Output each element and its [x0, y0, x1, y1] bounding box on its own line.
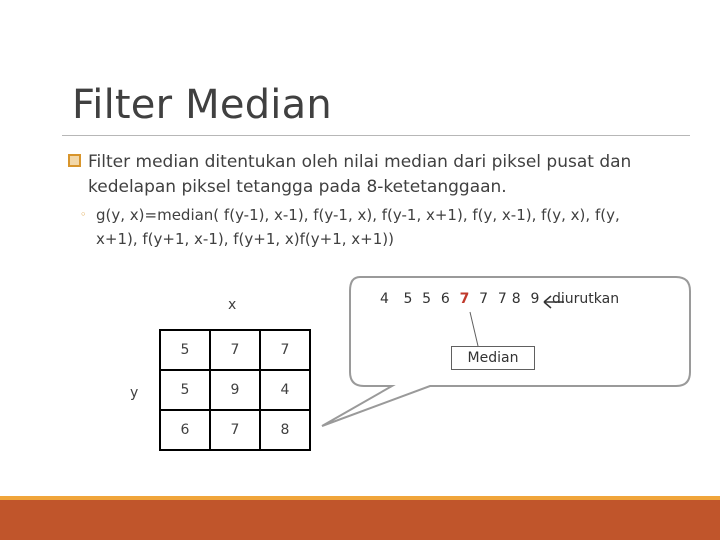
pixel-neighborhood-grid: [159, 329, 311, 451]
median-label-box: Median: [451, 346, 535, 370]
grid-cell-center: 9: [210, 370, 260, 410]
sorted-label: diurutkan: [552, 291, 620, 307]
median-value: 7: [459, 291, 470, 307]
grid-cell: 4: [260, 370, 310, 410]
bullet-2-formula: g(y, x)=median( f(y-1), x-1), f(y-1, x), f(y-1, x+1), f(y, x-1), f(y, x), f(y, x+1), f(y+1, x-1), f(y+1, x)f(y+1, x+1)): [96, 206, 620, 248]
slide-title: Filter Median: [72, 82, 332, 128]
grid-cell: 5: [160, 330, 210, 370]
sorted-values-after: 7 7 8 9: [469, 291, 540, 307]
bullet-1-text: Filter median ditentukan oleh nilai median dari piksel pusat dan kedelapan piksel tetangga pada 8-ketetanggaan.: [88, 152, 632, 197]
circle-bullet-icon: ◦: [80, 208, 87, 221]
grid-row: [160, 410, 310, 450]
y-axis-label: y: [130, 385, 139, 401]
sorted-sequence: [380, 291, 540, 307]
x-axis-label: x: [228, 297, 237, 313]
grid-cell: 5: [160, 370, 210, 410]
grid-row: [160, 370, 310, 410]
grid-row: [160, 330, 310, 370]
grid-cell: 7: [210, 410, 260, 450]
footer-bar: [0, 500, 720, 540]
grid-cell: 7: [260, 330, 310, 370]
grid-cell: 7: [210, 330, 260, 370]
grid-cell: 8: [260, 410, 310, 450]
sorted-values-before: 4 5 5 6: [380, 291, 460, 307]
grid-cell: 6: [160, 410, 210, 450]
